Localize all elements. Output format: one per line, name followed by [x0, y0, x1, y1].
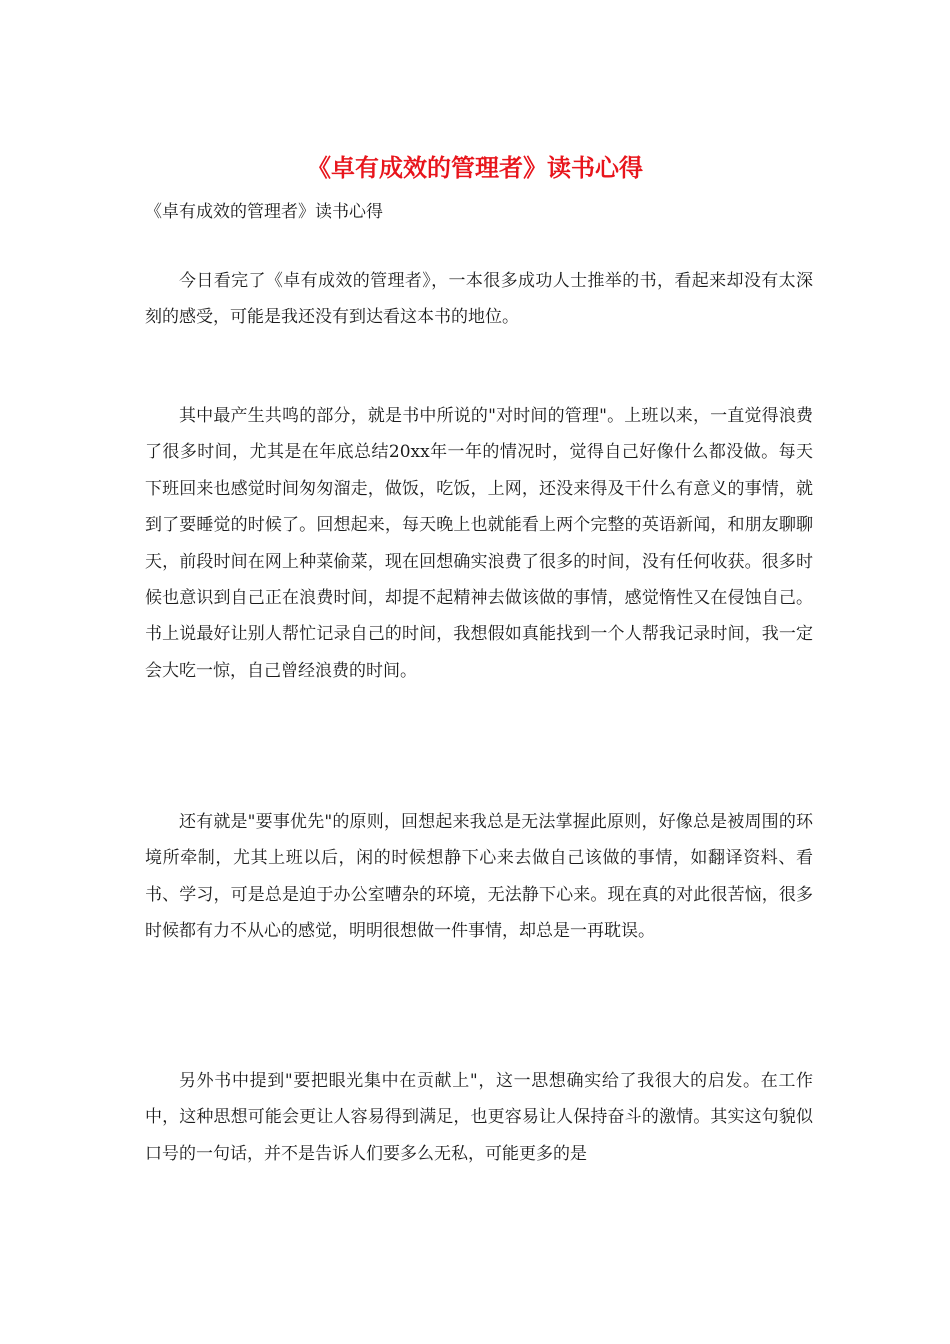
paragraph: 还有就是"要事优先"的原则，回想起来我总是无法掌握此原则，好像总是被周围的环境所牵制，尤其上班以后，闲的时候想静下心来去做自己该做的事情，如翻译资料、看书、学习，可是总是迫于办公室嘈杂的环境，无法静下心来。现在真的对此很苦恼，很多时候都有力不从心的感觉，明明很想做一件事情，却总是一再耽误。 — [145, 812, 813, 942]
document-subtitle: 《卓有成效的管理者》读书心得 — [145, 202, 383, 222]
paragraph: 其中最产生共鸣的部分，就是书中所说的"对时间的管理"。上班以来，一直觉得浪费了很多时间，尤其是在年底总结20xx年一年的情况时，觉得自己好像什么都没做。每天下班回来也感觉时间匆匆溜走，做饭，吃饭，上网，还没来得及干什么有意义的事情，就到了要睡觉的时候了。回想起来，每天晚上也就能看上两个完整的英语新闻，和朋友聊聊天，前段时间在网上种菜偷菜，现在回想确实浪费了很多的时间，没有任何收获。很多时候也意识到自己正在浪费时间，却提不起精神去做该做的事情，感觉惰性又在侵蚀自己。书上说最好让别人帮忙记录自己的时间，我想假如真能找到一个人帮我记录时间，我一定会大吃一惊，自己曾经浪费的时间。 — [145, 406, 813, 681]
paragraph: 今日看完了《卓有成效的管理者》，一本很多成功人士推举的书，看起来却没有太深刻的感受，可能是我还没有到达看这本书的地位。 — [145, 271, 813, 328]
paragraph: 另外书中提到"要把眼光集中在贡献上"，这一思想确实给了我很大的启发。在工作中，这种思想可能会更让人容易得到满足，也更容易让人保持奋斗的激情。其实这句貌似口号的一句话，并不是告诉人们要多么无私，可能更多的是 — [145, 1071, 813, 1164]
document-title: 《卓有成效的管理者》读书心得 — [307, 153, 643, 182]
